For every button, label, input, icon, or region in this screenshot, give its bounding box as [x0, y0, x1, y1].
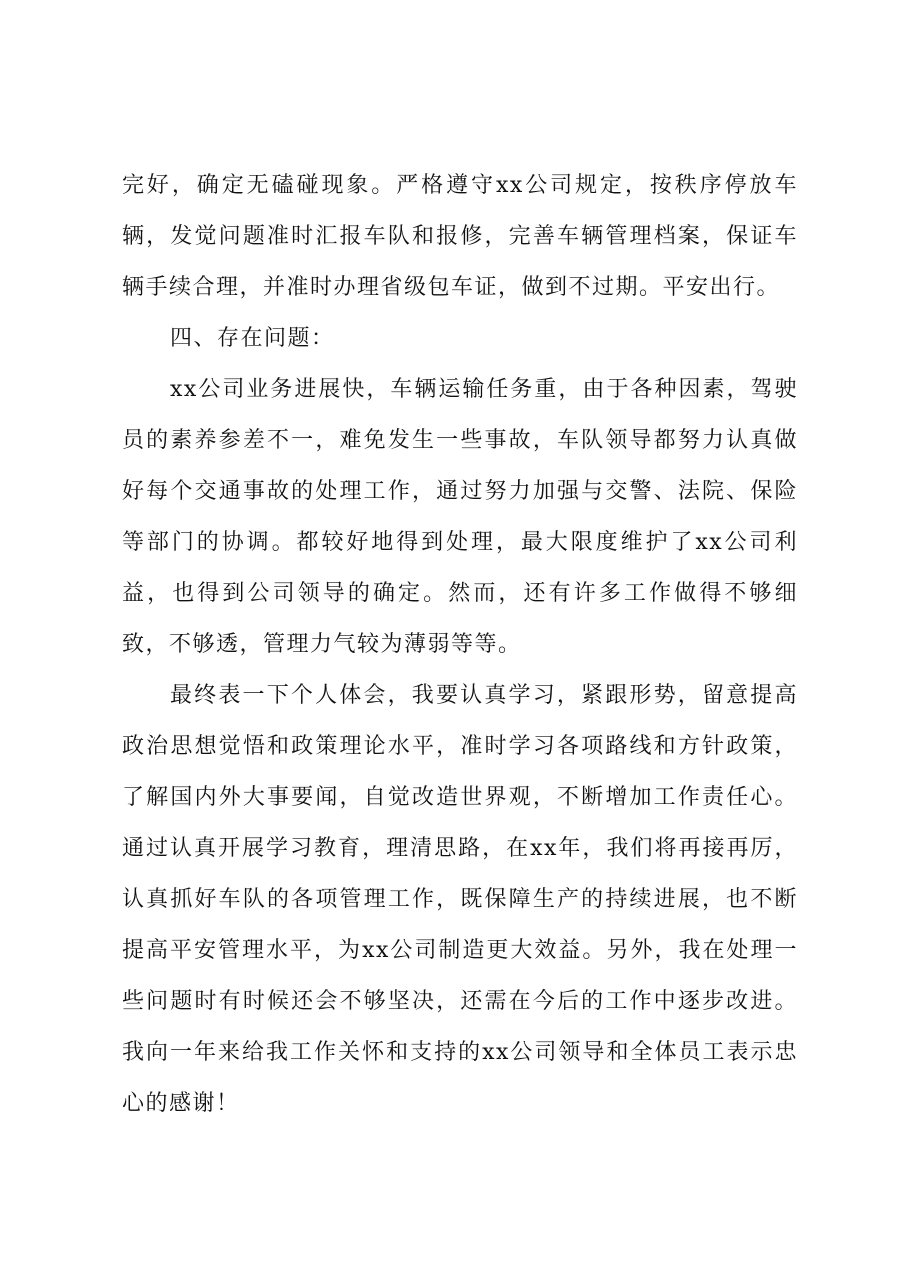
- paragraph-vehicle-management: 完好，确定无磕碰现象。严格遵守xx公司规定，按秩序停放车辆，发觉问题准时汇报车队和报修，完善车辆管理档案，保证车辆手续合理，并准时办理省级包车证，做到不过期。平安出行。: [122, 173, 798, 300]
- section-heading-existing-problems: 四、存在问题：: [170, 326, 335, 351]
- paragraph-personal-reflection: 最终表一下个人体会，我要认真学习，紧跟形势，留意提高政治思想觉悟和政策理论水平，准时学习各项路线和方针政策，了解国内外大事要闻，自觉改造世界观，不断增加工作责任心。通过认真开展学习教育，理清思路，在xx年，我们将再接再厉，认真抓好车队的各项管理工作，既保障生产的持续进展，也不断提高平安管理水平，为xx公司制造更大效益。另外，我在处理一些问题时有时候还会不够坚决，还需在今后的工作中逐步改进。我向一年来给我工作关怀和支持的xx公司领导和全体员工表示忠心的感谢！: [122, 683, 798, 1116]
- paragraph-problems: xx公司业务进展快，车辆运输任务重，由于各种因素，驾驶员的素养参差不一，难免发生一些事故，车队领导都努力认真做好每个交通事故的处理工作，通过努力加强与交警、法院、保险等部门的协调。都较好地得到处理，最大限度维护了xx公司利益，也得到公司领导的确定。然而，还有许多工作做得不够细致，不够透，管理力气较为薄弱等等。: [122, 377, 798, 657]
- document-body: [122, 160, 798, 1129]
